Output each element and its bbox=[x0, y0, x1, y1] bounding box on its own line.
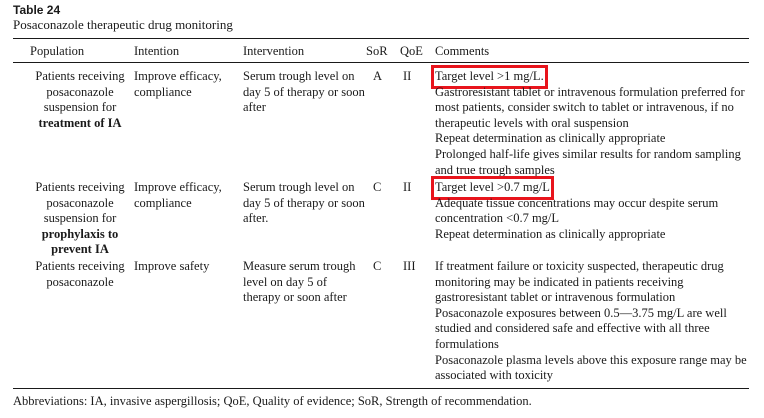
cell-line: Adequate tissue concentrations may occur despite serum bbox=[435, 195, 719, 210]
cell-line: Serum trough level on bbox=[243, 180, 355, 194]
cell-line: Posaconazole exposures between 0.5—3.75 mg/L are well bbox=[435, 305, 727, 320]
sor-cell bbox=[373, 180, 393, 196]
highlighted-line-wrapper bbox=[435, 69, 753, 85]
comments-cell bbox=[435, 180, 753, 242]
table-label: Table 24 bbox=[13, 3, 61, 17]
cell-line: A bbox=[373, 69, 383, 83]
bottom-rule bbox=[13, 388, 749, 389]
header-intervention: Intervention bbox=[243, 44, 305, 58]
cell-line: II bbox=[403, 180, 412, 194]
cell-line: gastroresistant tablet or intravenous formulation bbox=[435, 290, 676, 305]
cell-line: and true trough samples bbox=[435, 162, 555, 177]
cell-line: Repeat determination as clinically appropriate bbox=[435, 226, 666, 241]
cell-line: monitoring may be indicated in patients receiving bbox=[435, 274, 684, 289]
cell-line: Patients receiving bbox=[35, 180, 125, 194]
cell-line: Gastroresistant tablet or intravenous formulation preferred for bbox=[435, 84, 745, 99]
header-comments: Comments bbox=[435, 44, 490, 58]
cell-line: concentration <0.7 mg/L bbox=[435, 211, 560, 226]
cell-line: prophylaxis to bbox=[41, 226, 119, 241]
sor-cell bbox=[373, 259, 393, 275]
cell-line: If treatment failure or toxicity suspected, therapeutic drug bbox=[435, 259, 724, 273]
cell-line: suspension for bbox=[43, 100, 117, 115]
cell-line: day 5 of therapy or soon bbox=[243, 195, 365, 210]
cell-line: posaconazole bbox=[46, 84, 114, 99]
cell-line: after. bbox=[243, 211, 269, 226]
highlighted-line-wrapper bbox=[435, 180, 753, 196]
cell-line: most patients, consider switch to tablet or intravenous, if no bbox=[435, 100, 734, 115]
cell-line: Improve efficacy, bbox=[134, 69, 222, 83]
top-rule bbox=[13, 38, 749, 39]
cell-line: Posaconazole plasma levels above this exposure range may be bbox=[435, 352, 747, 367]
qoe-cell bbox=[403, 259, 428, 275]
cell-line: after bbox=[243, 100, 266, 115]
cell-line: C bbox=[373, 180, 382, 194]
cell-line: therapeutic levels with oral suspension bbox=[435, 115, 629, 130]
comments-cell bbox=[435, 259, 753, 384]
cell-line: formulations bbox=[435, 336, 499, 351]
cell-line: posaconazole bbox=[46, 195, 114, 210]
cell-line: Improve efficacy, bbox=[134, 180, 222, 194]
cell-line: therapy or soon after bbox=[243, 290, 347, 305]
header-qoe: QoE bbox=[400, 44, 423, 58]
qoe-cell bbox=[403, 69, 428, 85]
table-footnote: Abbreviations: IA, invasive aspergillosis; QoE, Quality of evidence; SoR, Strength of recommendation. bbox=[13, 394, 532, 408]
cell-line: Measure serum trough bbox=[243, 259, 356, 273]
header-intention: Intention bbox=[134, 44, 180, 58]
table-caption: Posaconazole therapeutic drug monitoring bbox=[13, 17, 233, 32]
table-header bbox=[0, 44, 764, 60]
cell-line: Serum trough level on bbox=[243, 69, 355, 83]
target-level-highlight: Target level >1 mg/L. bbox=[435, 69, 544, 83]
cell-line: treatment of IA bbox=[38, 115, 122, 130]
cell-line: Patients receiving bbox=[35, 69, 125, 83]
header-population: Population bbox=[30, 44, 85, 58]
population-cell bbox=[30, 259, 130, 290]
cell-line: associated with toxicity bbox=[435, 368, 554, 383]
qoe-cell bbox=[403, 180, 428, 196]
comments-cell bbox=[435, 69, 753, 178]
cell-line: posaconazole bbox=[46, 274, 114, 289]
cell-line: suspension for bbox=[43, 211, 117, 226]
intervention-cell bbox=[243, 180, 367, 227]
intention-cell bbox=[134, 180, 238, 211]
cell-line: Patients receiving bbox=[35, 259, 125, 273]
cell-line: day 5 of therapy or soon bbox=[243, 84, 365, 99]
header-rule bbox=[13, 62, 749, 63]
cell-line: Repeat determination as clinically appropriate bbox=[435, 131, 666, 146]
cell-line: C bbox=[373, 259, 382, 273]
target-level-highlight: Target level >0.7 mg/L bbox=[435, 180, 550, 194]
cell-line: II bbox=[403, 69, 412, 83]
cell-line: compliance bbox=[134, 84, 192, 99]
cell-line: III bbox=[403, 259, 416, 273]
population-cell bbox=[30, 69, 130, 131]
header-sor: SoR bbox=[366, 44, 388, 58]
population-cell bbox=[30, 180, 130, 258]
intention-cell bbox=[134, 69, 238, 100]
sor-cell bbox=[373, 69, 393, 85]
cell-line: compliance bbox=[134, 195, 192, 210]
intervention-cell bbox=[243, 259, 367, 306]
cell-line: level on day 5 of bbox=[243, 274, 328, 289]
cell-line: studied and considered safe and effective with all three bbox=[435, 321, 710, 336]
cell-line: Prolonged half-life gives similar results for random sampling bbox=[435, 146, 741, 161]
cell-line: prevent IA bbox=[51, 242, 109, 257]
cell-line: Improve safety bbox=[134, 259, 210, 273]
intention-cell bbox=[134, 259, 238, 275]
intervention-cell bbox=[243, 69, 367, 116]
